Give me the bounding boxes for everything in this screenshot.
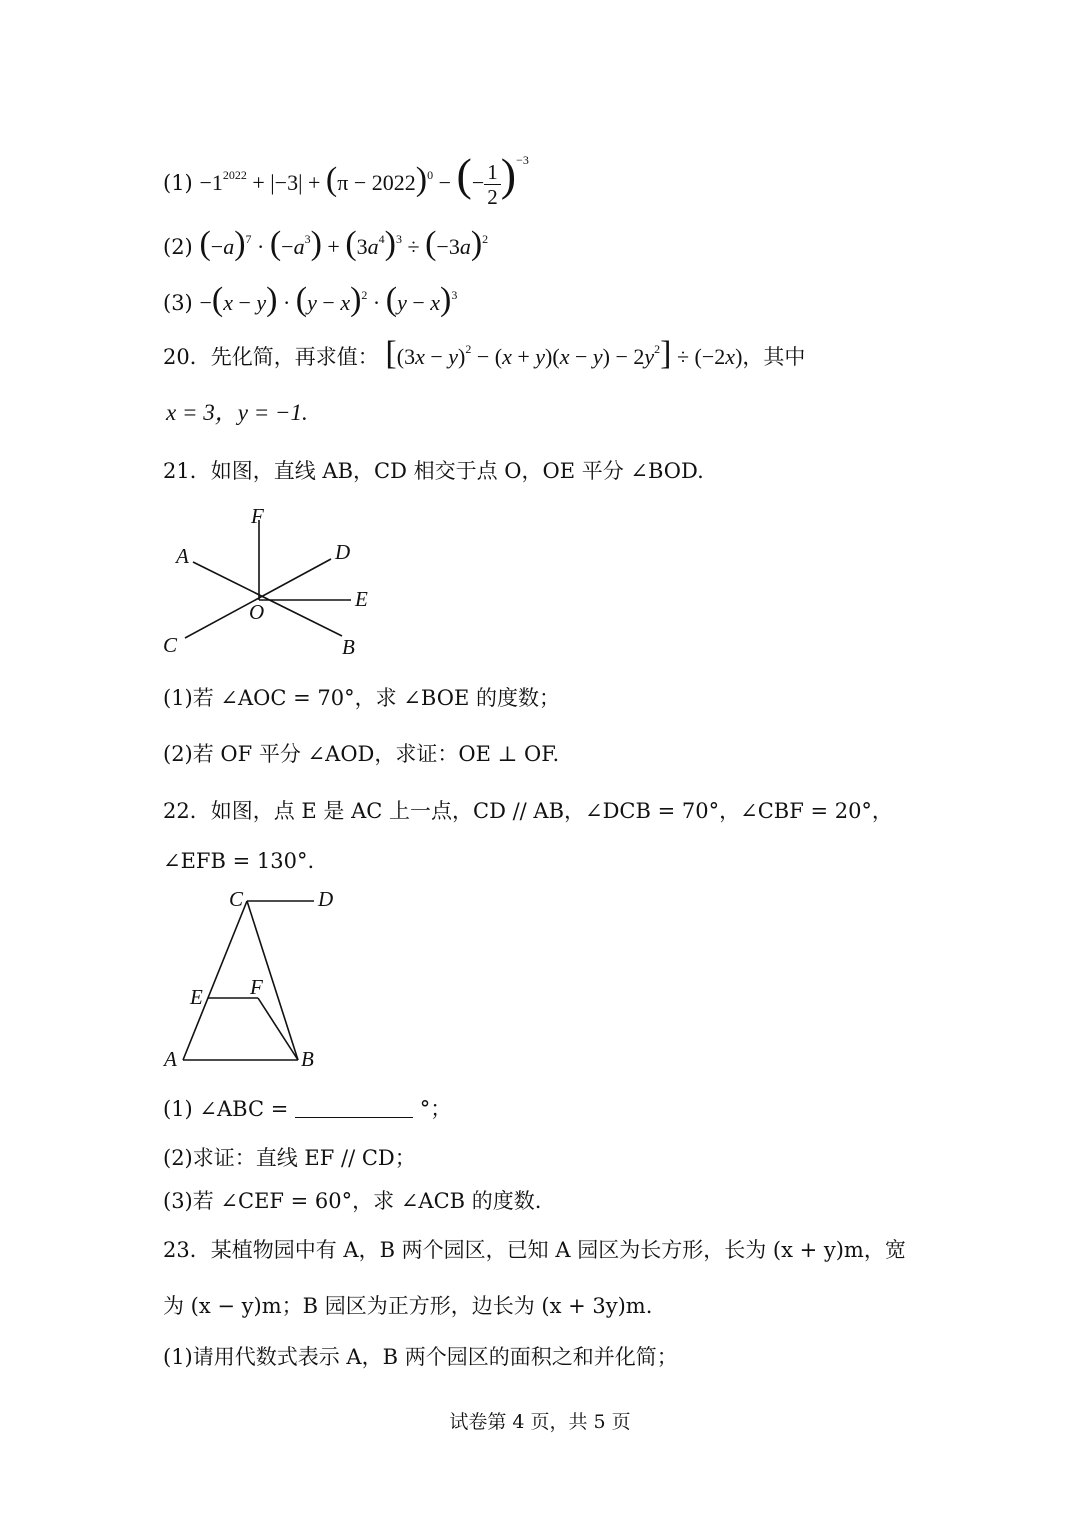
q19-part1-label: (1) — [163, 171, 193, 195]
label-O: O — [249, 600, 265, 624]
label-E: E — [190, 985, 203, 1009]
page-footer: 试卷第 4 页，共 5 页 — [449, 1411, 631, 1433]
q23-number: 23． — [163, 1238, 211, 1262]
q20-expression: $[(3x - y)^2 - (x + y)(x - y) - 2y^2] \div (-2x)$ — [385, 335, 743, 372]
q20-line1 — [163, 335, 806, 372]
q20-text-b: ，其中 — [742, 345, 806, 369]
label-F: F — [250, 975, 263, 999]
q23-part1: (1)请用代数式表示 A，B 两个园区的面积之和并化简； — [163, 1345, 678, 1369]
q19-part3 — [163, 281, 458, 318]
line-AB — [193, 562, 342, 636]
q23-stem-line1 — [163, 1235, 906, 1265]
segment-FB — [258, 998, 298, 1060]
q19-part2-label: (2) — [163, 235, 193, 259]
q22-figure — [150, 880, 370, 1080]
label-D: D — [318, 887, 334, 911]
q21-figure — [150, 500, 390, 670]
q22-line1: 如图，点 E 是 AC 上一点，CD // AB，∠DCB = 70°，∠CBF = 20°， — [210, 799, 893, 823]
q22-part1-answer-blank[interactable] — [295, 1097, 413, 1118]
q19-part2 — [163, 225, 489, 262]
label-F: F — [251, 504, 264, 528]
label-B: B — [342, 635, 355, 659]
q22-part1-prefix: (1) ∠ABC = — [163, 1097, 289, 1121]
q21-number: 21． — [163, 459, 211, 483]
q19-part1 — [163, 149, 529, 210]
q19-part3-label: (3) — [163, 291, 193, 315]
line-CD — [185, 559, 331, 638]
q19-part3-expression: $-(x - y) \cdot (y - x)^2 \cdot (y - x)^3$ — [199, 281, 458, 318]
label-A: A — [164, 1047, 177, 1071]
q22-number: 22． — [163, 799, 211, 823]
label-C: C — [163, 633, 178, 657]
label-B: B — [301, 1047, 314, 1071]
segment-CA — [183, 901, 247, 1060]
q21-stem — [163, 456, 704, 486]
q22-stem-line2: ∠EFB = 130°. — [163, 849, 315, 873]
q22-stem-line1 — [163, 796, 893, 826]
q22-part1-suffix: °； — [419, 1097, 452, 1121]
q21-text: 如图，直线 AB，CD 相交于点 O，OE 平分 ∠BOD. — [210, 459, 704, 483]
q20-number: 20． — [163, 345, 211, 369]
q23-stem-line2: 为 (x − y)m；B 园区为正方形，边长为 (x + 3y)m. — [163, 1294, 653, 1318]
q22-part3: (3)若 ∠CEF = 60°，求 ∠ACB 的度数. — [163, 1189, 542, 1213]
label-A: A — [176, 544, 189, 568]
label-D: D — [335, 540, 351, 564]
q21-part2: (2)若 OF 平分 ∠AOD，求证：OE ⊥ OF. — [163, 742, 560, 766]
q20-text-a: 先化简，再求值： — [210, 345, 379, 369]
q21-part1: (1)若 ∠AOC = 70°，求 ∠BOE 的度数； — [163, 686, 560, 710]
label-E: E — [355, 587, 368, 611]
q19-part1-expression: $-1^{2022} + |-3| + (\pi - 2022)^0$ − (− $\frac{1}{2}$ )$^{-3}$ — [199, 149, 529, 210]
q20-condition: x = 3，y = −1. — [166, 400, 308, 425]
q22-part2: (2)求证：直线 EF // CD； — [163, 1146, 416, 1170]
q19-part2-expression: $(-a)^7 \cdot (-a^3) + (3a^4)^3 \div (-3a)^2$ — [199, 225, 489, 262]
label-C: C — [229, 887, 244, 911]
q23-line1: 某植物园中有 A，B 两个园区，已知 A 园区为长方形，长为 (x + y)m，宽 — [210, 1238, 906, 1262]
q22-part1 — [163, 1094, 451, 1124]
